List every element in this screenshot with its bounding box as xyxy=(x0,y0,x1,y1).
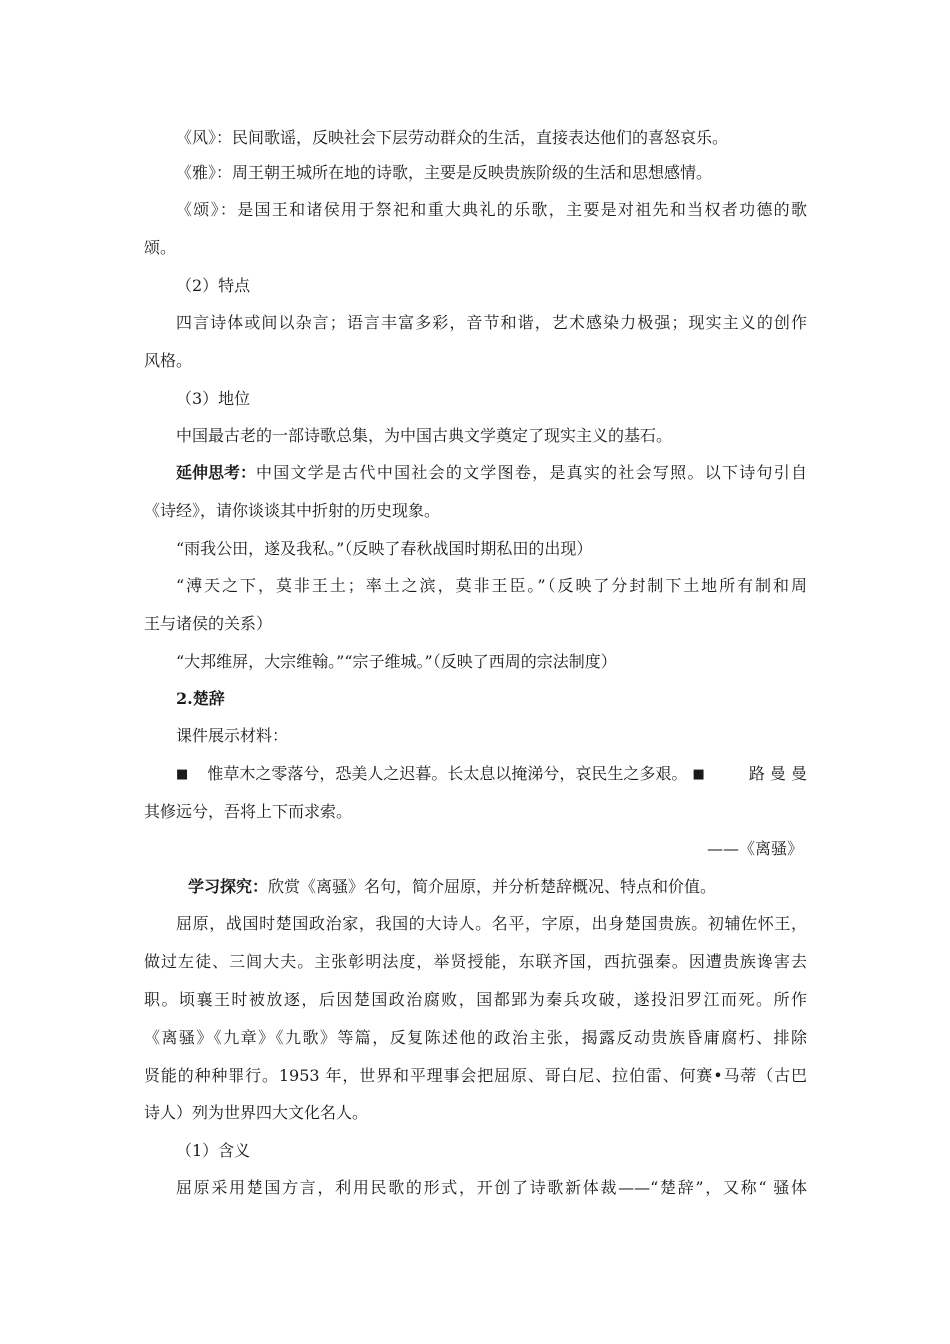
lisao-line1 xyxy=(176,764,807,786)
heading-meaning: （1）含义 xyxy=(176,1141,251,1160)
paragraph-study xyxy=(188,877,716,897)
materials-label: 课件展示材料： xyxy=(176,726,289,745)
heading-features: （2）特点 xyxy=(176,276,251,295)
paragraph-meaning-line1: 屈原采用楚国方言，利用民歌的形式，开创了诗歌新体裁——“楚辞”，又称“ 骚体 xyxy=(176,1178,807,1197)
lisao-source: ——《离骚》 xyxy=(707,839,804,858)
paragraph-song-line2: 颂。 xyxy=(144,238,177,257)
paragraph-ya: 《雅》：周王朝王城所在地的诗歌，主要是反映贵族阶级的生活和思想感情。 xyxy=(176,163,713,182)
paragraph-extension-line2: 《诗经》，请你谈谈其中折射的历史现象。 xyxy=(144,501,441,520)
paragraph-quyuan-line6: 诗人）列为世界四大文化名人。 xyxy=(144,1103,369,1122)
extension-text: 中国文学是古代中国社会的文学图卷，是真实的社会写照。以下诗句引自 xyxy=(256,463,807,482)
paragraph-quyuan-line3: 职。顷襄王时被放逐，后因楚国政治腐败，国都郢为秦兵攻破，遂投汨罗江而死。所作 xyxy=(144,990,807,1009)
quote-3: “大邦维屏，大宗维翰。”“宗子维城。”（反映了西周的宗法制度） xyxy=(176,652,617,671)
paragraph-song-line1: 《颂》：是国王和诸侯用于祭祀和重大典礼的乐歌，主要是对祖先和当权者功德的歌 xyxy=(176,200,807,219)
quote-2-line2: 王与诸侯的关系） xyxy=(144,614,273,633)
study-text: 欣赏《离骚》名句，简介屈原，并分析楚辞概况、特点和价值。 xyxy=(268,877,717,896)
quote-2-line1: “溥天之下，莫非王土；率土之滨，莫非王臣。”（反映了分封制下土地所有制和周 xyxy=(176,576,807,595)
heading-chuci: 2.楚辞 xyxy=(176,689,225,708)
study-label: 学习探究： xyxy=(188,877,269,896)
heading-status: （3）地位 xyxy=(176,389,251,408)
paragraph-quyuan-line4: 《离骚》《九章》《九歌》等篇，反复陈述他的政治主张，揭露反动贵族昏庸腐朽、排除 xyxy=(144,1028,807,1047)
paragraph-status: 中国最古老的一部诗歌总集，为中国古典文学奠定了现实主义的基石。 xyxy=(176,426,673,445)
paragraph-features-line1: 四言诗体或间以杂言；语言丰富多彩，音节和谐，艺术感染力极强；现实主义的创作 xyxy=(176,313,807,332)
quote-1: “雨我公田，遂及我私。”（反映了春秋战国时期私田的出现） xyxy=(176,539,593,558)
lisao-line1-tail: 路 曼 曼 xyxy=(748,764,807,783)
lisao-line1-text: 惟草木之零落兮，恐美人之迟暮。长太息以掩涕兮，哀民生之多艰。 xyxy=(207,764,688,783)
paragraph-quyuan-line2: 做过左徒、三闾大夫。主张彰明法度，举贤授能，东联齐国，西抗强秦。因遭贵族谗害去 xyxy=(144,952,807,971)
paragraph-quyuan-line5: 贤能的种种罪行。1953 年，世界和平理事会把屈原、哥白尼、拉伯雷、何赛•马蒂（古巴 xyxy=(144,1066,807,1085)
bullet-square-icon: ■ xyxy=(176,767,189,782)
paragraph-feng: 《风》：民间歌谣，反映社会下层劳动群众的生活，直接表达他们的喜怒哀乐。 xyxy=(176,128,729,147)
paragraph-features-line2: 风格。 xyxy=(144,351,193,370)
extension-label: 延伸思考： xyxy=(176,463,257,482)
lisao-line2: 其修远兮，吾将上下而求索。 xyxy=(144,802,353,821)
bullet-square-icon: ■ xyxy=(692,767,705,782)
paragraph-quyuan-line1: 屈原，战国时楚国政治家，我国的大诗人。名平，字原，出身楚国贵族。初辅佐怀王， xyxy=(176,914,807,933)
paragraph-extension-line1 xyxy=(176,463,807,483)
